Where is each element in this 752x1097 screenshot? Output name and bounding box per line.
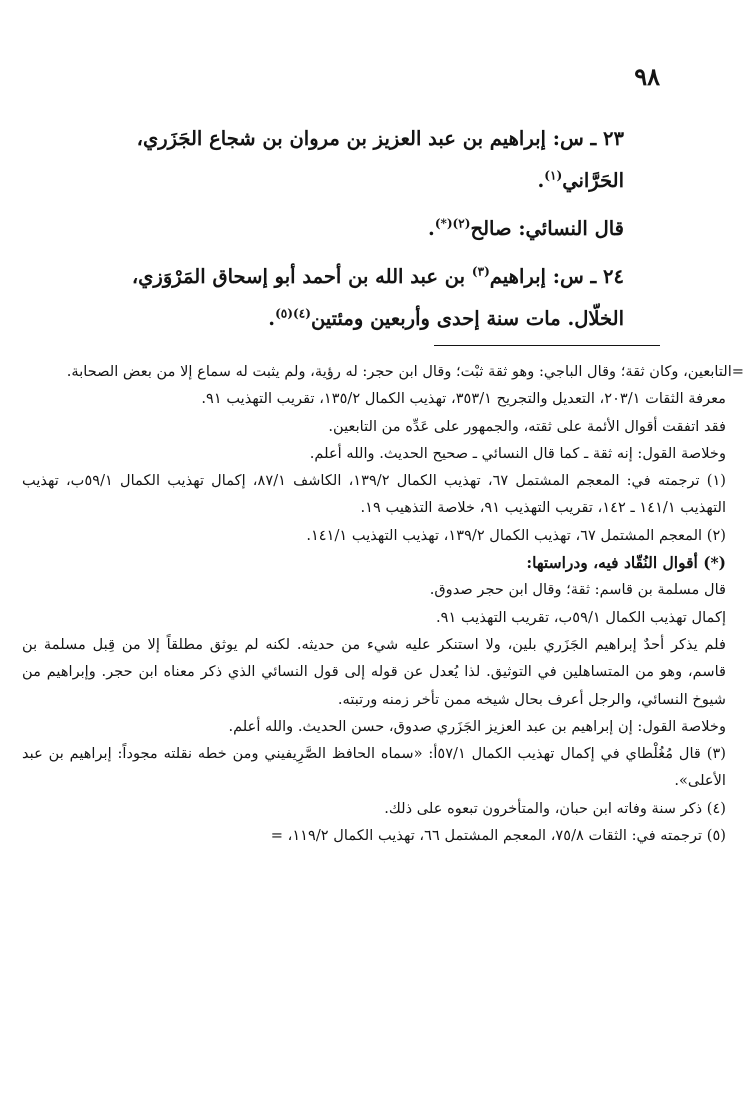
entry-23-line1: ٢٣ ـ س: إبراهيم بن عبد العزيز بن مروان بن شجاع الجَزَري،	[136, 127, 624, 150]
entry-24-line1-a: ٢٤ ـ س: إبراهيم	[489, 265, 624, 288]
nasai-statement-text: قال النسائي: صالح	[470, 217, 624, 240]
entry-23-end: .	[537, 169, 545, 192]
footnote-divider	[434, 345, 660, 346]
footnote-4: (٤) ذكر سنة وفاته ابن حبان، والمتأخرون تبعوه على ذلك.	[384, 799, 726, 817]
entry-24-line2: الخلّال. مات سنة إحدى وأربعين ومئتين	[310, 307, 624, 330]
critics-discussion: فلم يذكر أحدٌ إبراهيم الجَزَري بلين، ولا استنكر عليه شيء من حديثه. لكنه لم يوثق مطلقاً إلا من قِبل مسلمة بن قاسم، وهو من المتساهلين في التوثيق. لذا يُعدل عن قوله إلى قول النسائي الذي ذكر معناه ابن حجر. وإبراهيم من شيوخ النسائي، والرجل أعرف بحال شيخه ممن تأخر زمنه ورتبته.	[22, 635, 726, 708]
nasai-statement-end: .	[428, 217, 435, 240]
footnote-sources: معرفة الثقات ٢٠٣/١، التعديل والتجريح ٣٥٣/١، تهذيب الكمال ١٣٥/٢، تقريب التهذيب ٩١.	[201, 390, 726, 408]
footnote-ref-4-5[interactable]: (٤)(٥)	[275, 306, 311, 321]
footnotes	[22, 358, 744, 849]
page-number: ٩٨	[634, 62, 660, 91]
entry-24-end: .	[268, 307, 276, 330]
nasai-statement	[97, 208, 652, 250]
footnote-continuation: =التابعين، وكان ثقة؛ وقال الباجي: وهو ثقة ثبْت؛ وقال ابن حجر: له رؤية، ولم يثبت له سماع إلا من بعض الصحابة.	[66, 363, 744, 380]
critics-sources: إكمال تهذيب الكمال ٥٩/١ب، تقريب التهذيب ٩١.	[435, 608, 726, 626]
entry-23	[97, 118, 652, 202]
footnote-summary: وخلاصة القول: إنه ثقة ـ كما قال النسائي ـ صحيح الحديث. والله أعلم.	[309, 444, 726, 462]
critics-heading: (*) أقوال النُقّاد فيه، ودراستها:	[526, 553, 726, 573]
critics-summary: وخلاصة القول: إن إبراهيم بن عبد العزيز الجَزَري صدوق، حسن الحديث. والله أعلم.	[228, 717, 726, 735]
entry-24	[97, 256, 652, 340]
entry-24-line1-b: بن عبد الله بن أحمد أبو إسحاق المَرْوَزي،	[131, 265, 466, 288]
main-text	[97, 118, 652, 340]
footnote-consensus: فقد اتفقت أقوال الأئمة على ثقته، والجمهور على عَدِّه من التابعين.	[328, 417, 726, 435]
footnote-2: (٢) المعجم المشتمل ٦٧، تهذيب الكمال ١٣٩/٢، تهذيب التهذيب ١٤١/١.	[306, 526, 726, 544]
footnote-5: (٥) ترجمته في: الثقات ٧٥/٨، المعجم المشتمل ٦٦، تهذيب الكمال ١١٩/٢، =	[270, 827, 726, 845]
critics-maslama: قال مسلمة بن قاسم: ثقة؛ وقال ابن حجر صدوق.	[429, 581, 726, 599]
footnote-ref-2[interactable]: (٢)(*)	[434, 216, 471, 231]
footnote-1: (١) ترجمته في: المعجم المشتمل ٦٧، تهذيب الكمال ١٣٩/٢، الكاشف ٨٧/١، إكمال تهذيب الكمال ٥٩/١ب، تهذيب التهذيب ١٤١/١ ـ ١٤٢، تقريب التهذيب ٩١، خلاصة التذهيب ١٩.	[22, 472, 726, 517]
footnote-ref-3[interactable]: (٣)	[471, 264, 490, 279]
entry-23-line2: الحَرَّاني	[562, 169, 624, 192]
footnote-ref-1[interactable]: (١)	[544, 168, 563, 183]
footnote-3: (٣) قال مُغُلْطاي في إكمال تهذيب الكمال ٥٧/١أ: «سماه الحافظ الصَّرِيفيني ومن خطه نقلته مجوداً: إبراهيم بن عبد الأعلى».	[22, 745, 726, 790]
